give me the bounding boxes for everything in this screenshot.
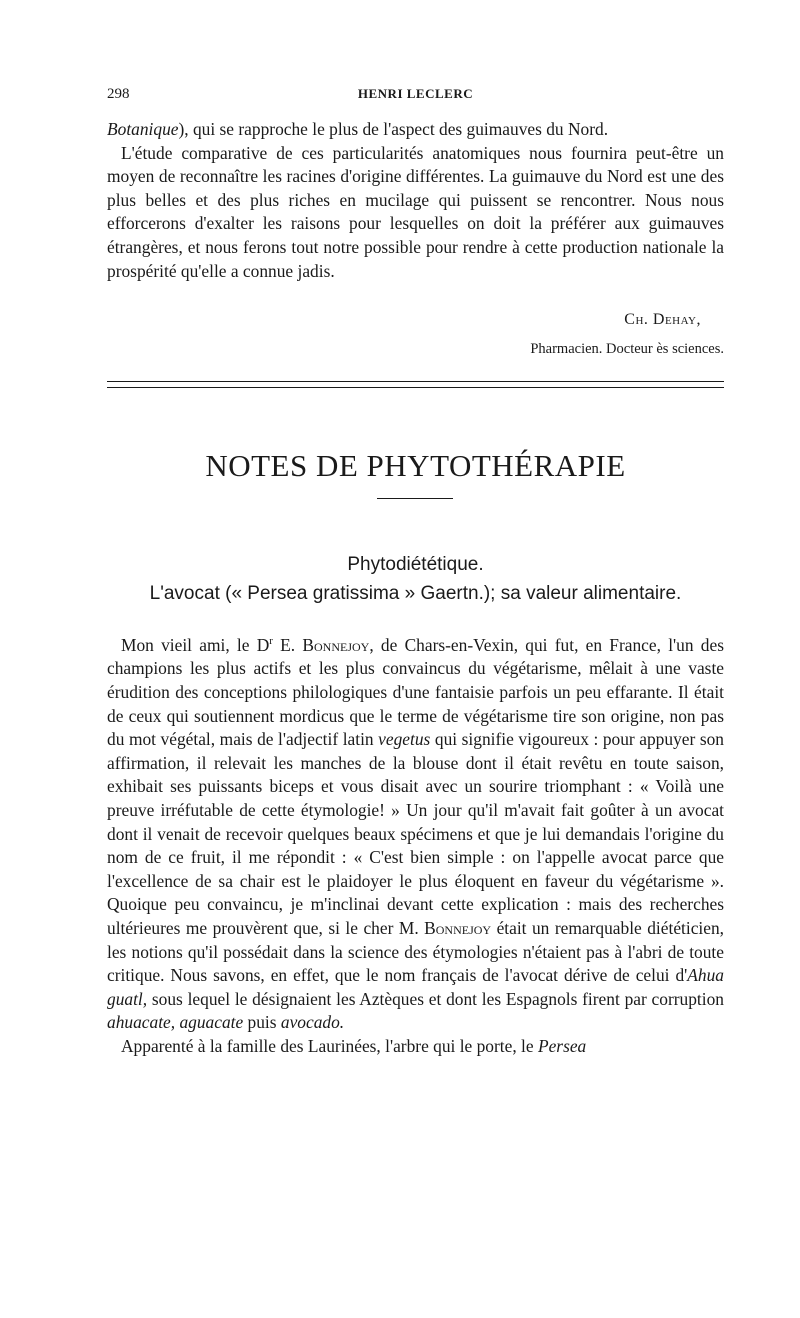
author-name: Dehay, bbox=[652, 311, 701, 328]
article-subtitle bbox=[107, 550, 724, 608]
person-name: Bonnejoy bbox=[424, 917, 492, 938]
title-underline bbox=[377, 498, 453, 499]
text-run: , de Chars-en-Vexin, qui fut, en France, l'un des champions les plus actifs et les plus convaincus du végétarisme, mêlait à une vaste érudition des conceptions philologiques d'une fantaisie parfois un peu effarante. Il était de ceux qui soutiennent mordicus que le terme de végétarisme tire son origine, non pas du mot végétal, mais de l'adjectif latin bbox=[107, 634, 724, 750]
italic-term: Persea bbox=[537, 1035, 587, 1056]
author-signature bbox=[107, 311, 701, 329]
paragraph: L'étude comparative de ces particularités anatomiques nous fournira peut-être un moyen de reconnaître les racines d'origine différentes. La guimauve du Nord est une des plus belles et des plus riches en mucilage qui puissent se rencontrer. Nous nous efforcerons d'exalter les raisons pour lesquelles on doit la préférer aux guimauves étrangères, et nous ferons tout notre possible pour rendre à cette production nationale la prospérité qu'elle a connue jadis. bbox=[107, 142, 724, 281]
text-run: qui signifie vigoureux : pour appuyer son affirmation, il relevait les manches de la blouse dont il était revêtu en toute saison, exhibait ses puissants biceps et vous disait avec un sourire triomphant : « Voilà une preuve irréfutable de cette étymologie! » Un jour qu'il m'avait fait goûter à un avocat dont il venait de recevoir quelques beaux spécimens et que je lui demandais l'origine du nom de ce fruit, il me répondit : « C'est bien simple : on l'appelle avocat parce que l'excellence de sa chair est le plaidoyer le plus éloquent en faveur du végétarisme ». Quoique peu convaincu, je m'inclinai devant cette explication : mais des recherches ultérieures me prouvèrent que, si le cher M. bbox=[107, 729, 724, 938]
paragraph bbox=[107, 1035, 724, 1059]
running-head: HENRI LECLERC bbox=[357, 86, 474, 101]
italic-term: avocado. bbox=[280, 1012, 345, 1033]
text-run: sous lequel le désignaient les Aztèques et dont les Espagnols firent par corruption bbox=[147, 988, 724, 1009]
section-divider bbox=[107, 381, 724, 388]
superscript: r bbox=[269, 635, 273, 647]
paragraph bbox=[107, 630, 724, 1035]
subtitle-line-1: Phytodiététique. bbox=[347, 554, 484, 575]
italic-term: Botanique bbox=[107, 119, 179, 139]
text-run: puis bbox=[243, 1012, 281, 1033]
italic-term: Ahua guatl, bbox=[107, 965, 724, 1009]
italic-term: ahuacate, aguacate bbox=[107, 1012, 244, 1033]
text-run: Apparenté à la famille des Laurinées, l'arbre qui le porte, le bbox=[121, 1035, 538, 1056]
section-title: NOTES DE PHYTOTHÉRAPIE bbox=[205, 448, 626, 483]
top-paragraph bbox=[107, 118, 724, 283]
person-name: Bonnejoy bbox=[302, 634, 370, 655]
text-run: E. bbox=[272, 634, 303, 655]
author-affiliation: Pharmacien. Docteur ès sciences. bbox=[530, 341, 724, 357]
subtitle-line-2: L'avocat (« Persea gratissima » Gaertn.); sa valeur alimentaire. bbox=[149, 583, 682, 604]
text-run: Mon vieil ami, le D bbox=[121, 634, 270, 655]
page-number: 298 bbox=[107, 86, 130, 102]
page-header bbox=[107, 86, 724, 106]
text-run: était un remarquable diététicien, les notions qu'il possédait dans la science des étymologies n'étaient pas à l'abri de toute critique. Nous savons, en effet, que le nom français de l'avocat dérive de celui d' bbox=[107, 917, 725, 986]
text-run: ), qui se rapproche le plus de l'aspect des guimauves du Nord. bbox=[178, 119, 609, 139]
italic-term: vegetus bbox=[378, 729, 431, 750]
article-body bbox=[107, 630, 724, 1058]
author-initials: Ch. bbox=[624, 311, 649, 328]
paragraph-continuation bbox=[107, 118, 724, 142]
